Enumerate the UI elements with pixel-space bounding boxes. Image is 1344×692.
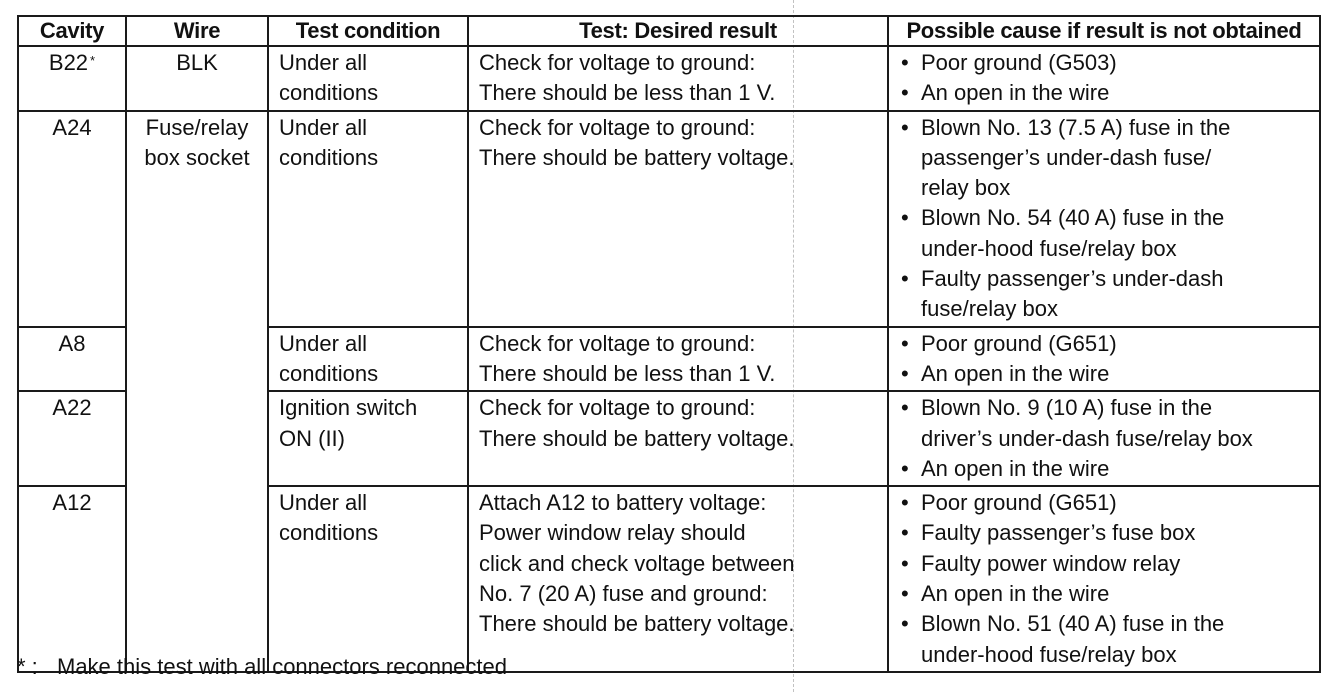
condition-text: ON (II) <box>279 425 345 451</box>
wire-label: Fuse/relay <box>145 114 249 140</box>
footnote-mark: * : <box>17 654 38 679</box>
result-cell <box>468 327 888 392</box>
condition-cell <box>268 46 468 111</box>
result-text: There should be battery voltage. <box>479 144 795 170</box>
footnote-text: Make this test with all connectors reconnected <box>57 654 508 679</box>
cause-text: • An open in the wire <box>921 581 1110 607</box>
cause-item <box>899 518 1313 548</box>
condition-text: Ignition switch <box>279 395 418 421</box>
result-text: Check for voltage to ground: <box>479 330 756 356</box>
footnote <box>17 652 507 682</box>
cause-text: • An open in the wire <box>921 80 1110 106</box>
result-cell <box>468 111 888 327</box>
result-text: Check for voltage to ground: <box>479 395 756 421</box>
condition-text: conditions <box>279 360 379 386</box>
condition-text: Under all <box>279 490 368 516</box>
cavity-label: A24 <box>52 114 92 140</box>
cause-cell <box>888 391 1320 486</box>
cause-text: • Blown No. 54 (40 A) fuse in the <box>921 205 1225 231</box>
cause-item <box>899 264 1313 325</box>
condition-cell <box>268 486 468 672</box>
condition-cell <box>268 327 468 392</box>
cause-cell <box>888 327 1320 392</box>
result-text: There should be less than 1 V. <box>479 360 776 386</box>
wire-cell <box>126 111 268 672</box>
cause-cell <box>888 46 1320 111</box>
result-text: Check for voltage to ground: <box>479 50 756 75</box>
condition-cell <box>268 111 468 327</box>
cause-text: • Poor ground (G503) <box>921 50 1117 75</box>
result-text: There should be less than 1 V. <box>479 80 776 106</box>
cause-text: • Blown No. 13 (7.5 A) fuse in the <box>921 114 1231 140</box>
header-wire: Wire <box>126 16 268 46</box>
cause-list <box>899 488 1313 670</box>
cause-text: • Faulty power window relay <box>921 550 1181 576</box>
table-row <box>18 111 1320 327</box>
cavity-label: A12 <box>52 490 92 516</box>
result-text: Power window relay should <box>479 520 746 546</box>
cause-list <box>899 329 1313 390</box>
header-test-condition: Test condition <box>268 16 468 46</box>
cause-item <box>899 393 1313 454</box>
cause-item <box>899 329 1313 359</box>
cause-item <box>899 78 1313 108</box>
condition-text: Under all <box>279 114 368 140</box>
wire-label: box socket <box>144 144 250 170</box>
cause-cell <box>888 111 1320 327</box>
cause-text: • An open in the wire <box>921 360 1110 386</box>
cause-list <box>899 393 1313 484</box>
result-text: click and check voltage between <box>479 550 795 576</box>
header-cavity: Cavity <box>18 16 126 46</box>
condition-text: conditions <box>279 80 379 106</box>
cause-list <box>899 113 1313 325</box>
cause-item <box>899 48 1313 78</box>
cavity-label: B22 <box>48 50 89 75</box>
cause-cell <box>888 486 1320 672</box>
wire-cell <box>126 46 268 111</box>
condition-text: conditions <box>279 144 379 170</box>
cause-text: • Blown No. 9 (10 A) fuse in the <box>921 395 1213 421</box>
result-cell <box>468 486 888 672</box>
cause-list <box>899 48 1313 109</box>
cause-text: fuse/relay box <box>921 296 1058 322</box>
header-possible-cause: Possible cause if result is not obtained <box>888 16 1320 46</box>
result-text: Attach A12 to battery voltage: <box>479 490 767 516</box>
cause-item <box>899 609 1313 670</box>
cause-item <box>899 549 1313 579</box>
result-text: There should be battery voltage. <box>479 611 795 637</box>
cause-text: • Faulty passenger’s under-dash <box>921 266 1224 292</box>
cavity-cell <box>18 46 126 111</box>
cause-item <box>899 203 1313 264</box>
cavity-cell <box>18 486 126 672</box>
cause-text: • Poor ground (G651) <box>921 330 1117 356</box>
diagnostic-table <box>17 15 1321 673</box>
cause-item <box>899 359 1313 389</box>
result-text: No. 7 (20 A) fuse and ground: <box>479 581 768 607</box>
result-text: There should be battery voltage. <box>479 425 795 451</box>
cavity-footnote-mark: * <box>90 53 96 68</box>
cause-text: relay box <box>921 175 1011 201</box>
table-header-row <box>18 16 1320 46</box>
condition-text: Under all <box>279 50 368 75</box>
cause-text: • Poor ground (G651) <box>921 490 1117 516</box>
condition-text: Under all <box>279 330 368 356</box>
cavity-label: A22 <box>52 395 92 421</box>
cause-item <box>899 488 1313 518</box>
condition-text: conditions <box>279 520 379 546</box>
cause-text: driver’s under-dash fuse/relay box <box>921 425 1253 451</box>
cause-item <box>899 579 1313 609</box>
cause-text: • Blown No. 51 (40 A) fuse in the <box>921 611 1225 637</box>
result-text: Check for voltage to ground: <box>479 114 756 140</box>
cause-item <box>899 454 1313 484</box>
cause-text: passenger’s under-dash fuse/ <box>921 144 1212 170</box>
condition-cell <box>268 391 468 486</box>
cavity-cell <box>18 327 126 392</box>
header-desired-result: Test: Desired result <box>468 16 888 46</box>
wire-label: BLK <box>176 50 218 75</box>
result-cell <box>468 46 888 111</box>
table-row <box>18 46 1320 111</box>
cause-item <box>899 113 1313 204</box>
cavity-cell <box>18 111 126 327</box>
cause-text: • An open in the wire <box>921 455 1110 481</box>
result-cell <box>468 391 888 486</box>
cause-text: under-hood fuse/relay box <box>921 641 1177 667</box>
cause-text: under-hood fuse/relay box <box>921 235 1177 261</box>
cause-text: • Faulty passenger’s fuse box <box>921 520 1196 546</box>
cavity-label: A8 <box>58 330 86 356</box>
cavity-cell <box>18 391 126 486</box>
